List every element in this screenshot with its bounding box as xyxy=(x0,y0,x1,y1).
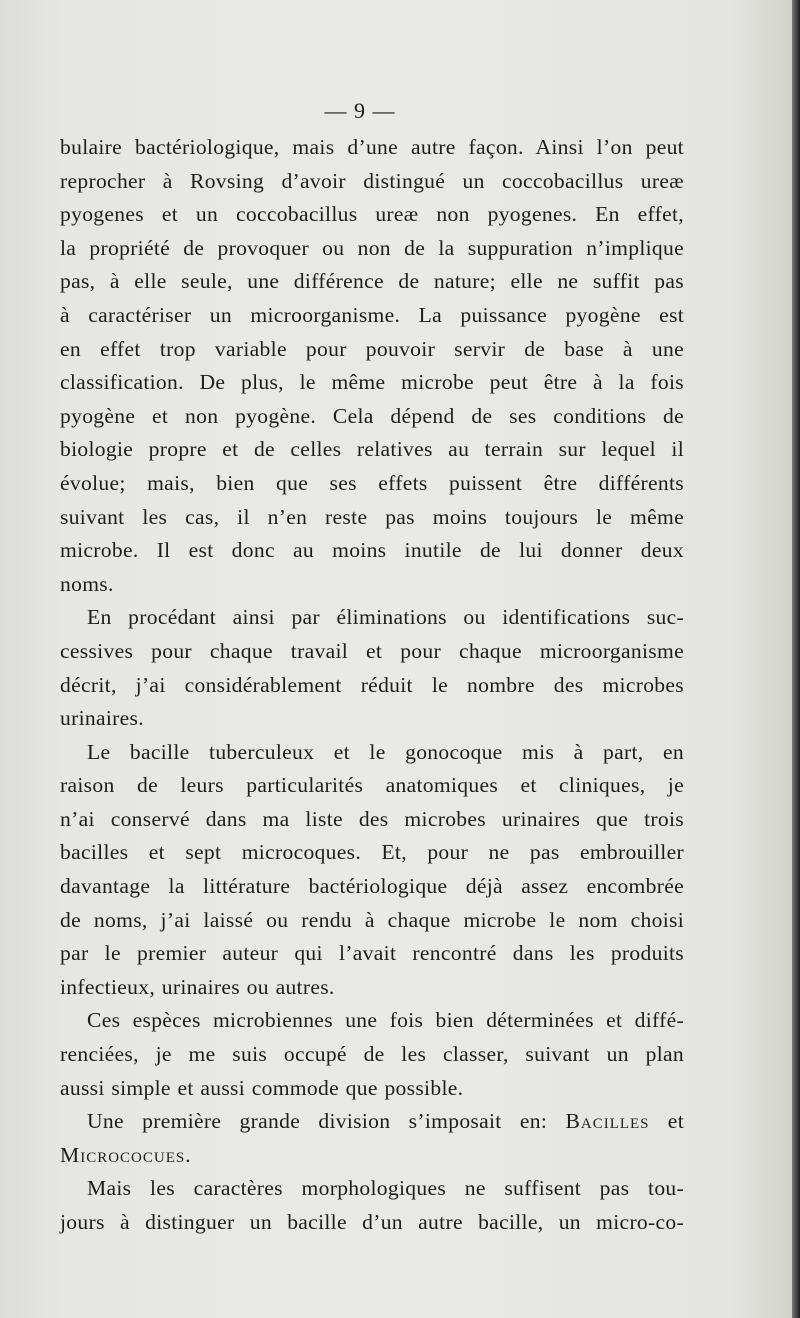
text-line: pyogène et non pyogène. Cela dépend de ses conditions de xyxy=(60,403,684,428)
paragraph-start: En procédant ainsi par éliminations ou identifications suc- xyxy=(87,605,684,630)
text-line: à caractériser un microorganisme. La puissance pyogène est xyxy=(60,302,684,327)
paragraph-start: Le bacille tuberculeux et le gonocoque mis à part, en xyxy=(87,739,684,764)
text-line: bulaire bactériologique, mais d’une autre façon. Ainsi l’on peut xyxy=(60,135,684,159)
text-line: microbe. Il est donc au moins inutile de lui donner deux xyxy=(60,538,684,563)
text-line: de noms, j’ai laissé ou rendu à chaque microbe le nom choisi xyxy=(60,907,684,932)
page-edge xyxy=(792,0,800,1318)
text-line: en effet trop variable pour pouvoir servir de base à une xyxy=(60,336,684,361)
text-line: bacilles et sept microcoques. Et, pour ne pas embrouiller xyxy=(60,840,684,865)
text-line: biologie propre et de celles relatives au terrain sur lequel il xyxy=(60,437,684,462)
text-line: noms. xyxy=(60,571,114,596)
text-line: renciées, je me suis occupé de les classer, suivant un plan xyxy=(60,1042,684,1067)
text-line: jours à distinguer un bacille d’un autre bacille, un micro-co- xyxy=(60,1210,684,1234)
text-line: davantage la littérature bactériologique déjà assez encombrée xyxy=(60,874,684,899)
text-line: aussi simple et aussi commode que possible. xyxy=(60,1075,464,1100)
small-caps-term: Micrococues xyxy=(60,1142,186,1167)
text-line: raison de leurs particularités anatomiques et cliniques, je xyxy=(60,773,684,798)
text-segment: Une première grande division s’imposait en: xyxy=(87,1109,548,1134)
text-line: pyogenes et un coccobacillus ureæ non pyogenes. En effet, xyxy=(60,202,684,227)
small-caps-term: Bacilles xyxy=(565,1109,650,1134)
body-text xyxy=(60,131,684,1240)
text-line xyxy=(60,1139,684,1173)
text-segment: et xyxy=(649,1109,684,1134)
text-line: par le premier auteur qui l’avait rencontré dans les produits xyxy=(60,941,684,966)
paragraph-start: Ces espèces microbiennes une fois bien déterminées et diffé- xyxy=(87,1008,684,1033)
text-segment: . xyxy=(185,1142,191,1167)
page-number: — 9 — xyxy=(324,98,396,123)
text-line: n’ai conservé dans ma liste des microbes urinaires que trois xyxy=(60,806,684,831)
text-line: la propriété de provoquer ou non de la suppuration n’implique xyxy=(60,235,684,260)
paragraph-start xyxy=(60,1105,684,1139)
text-line: cessives pour chaque travail et pour chaque microorganisme xyxy=(60,638,684,663)
text-line: pas, à elle seule, une différence de nature; elle ne suffit pas xyxy=(60,269,684,294)
text-line: évolue; mais, bien que ses effets puissent être différents xyxy=(60,470,684,495)
paragraph-start: Mais les caractères morphologiques ne suffisent pas tou- xyxy=(87,1176,684,1201)
text-line: infectieux, urinaires ou autres. xyxy=(60,974,335,999)
text-line: suivant les cas, il n’en reste pas moins toujours le même xyxy=(60,504,684,529)
text-line: urinaires. xyxy=(60,706,144,731)
text-line: décrit, j’ai considérablement réduit le nombre des microbes xyxy=(60,672,684,697)
text-line: reprocher à Rovsing d’avoir distingué un coccobacillus ureæ xyxy=(60,168,684,193)
text-line: classification. De plus, le même microbe peut être à la fois xyxy=(60,370,684,395)
